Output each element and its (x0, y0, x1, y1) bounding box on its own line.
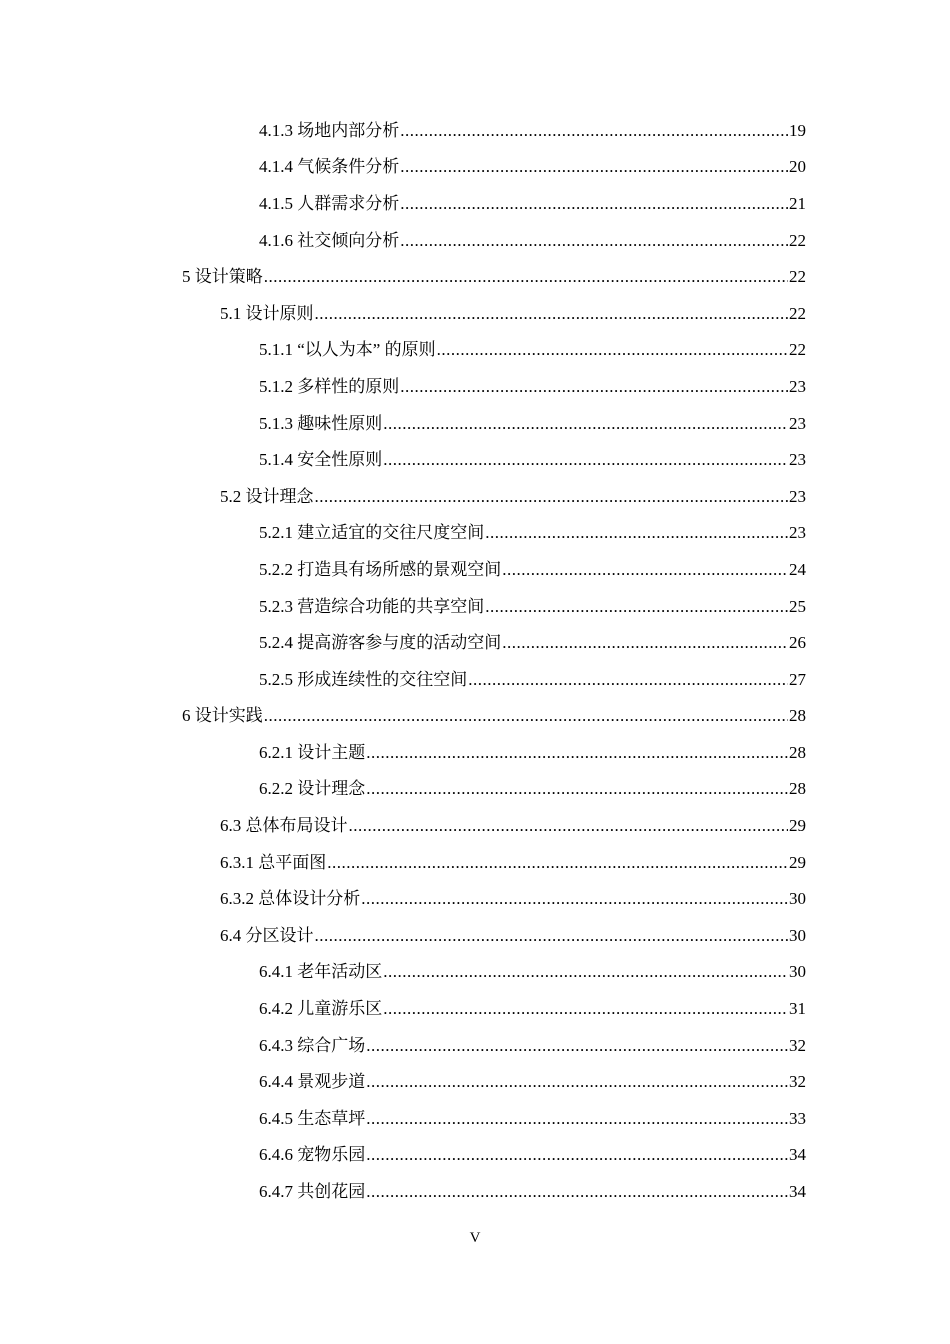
toc-entry-title: 5.1 设计原则 (220, 303, 314, 323)
toc-entry-title: 6.4.2 儿童游乐区 (259, 999, 383, 1019)
toc-dot-leader (468, 670, 788, 690)
toc-dot-leader (502, 633, 788, 653)
toc-entry-row (259, 1067, 806, 1092)
toc-entry-row (220, 921, 806, 946)
toc-entry-page: 26 (789, 633, 806, 653)
toc-entry-title: 5.2.1 建立适宜的交往尺度空间 (259, 523, 485, 543)
toc-entry-page: 29 (789, 816, 806, 836)
toc-dot-leader (264, 267, 788, 287)
toc-entry[interactable] (0, 732, 950, 769)
toc-entry[interactable] (0, 1171, 950, 1208)
toc-entry[interactable] (0, 549, 950, 586)
toc-dot-leader (366, 1036, 788, 1056)
toc-entry[interactable] (0, 586, 950, 623)
toc-dot-leader (366, 743, 788, 763)
toc-dot-leader (437, 340, 788, 360)
toc-entry-page: 30 (789, 962, 806, 982)
toc-entry-row (259, 409, 806, 434)
toc-entry[interactable] (0, 696, 950, 733)
toc-entry-page: 33 (789, 1108, 806, 1128)
toc-entry[interactable] (0, 659, 950, 696)
toc-dot-leader (327, 853, 788, 873)
toc-entry-row (259, 445, 806, 470)
toc-entry[interactable] (0, 330, 950, 367)
toc-entry-page: 25 (789, 596, 806, 616)
toc-dot-leader (366, 1072, 788, 1092)
toc-entry-title: 6.4 分区设计 (220, 925, 314, 945)
toc-dot-leader (315, 926, 789, 946)
toc-entry-row (220, 884, 806, 909)
toc-entry-row (259, 372, 806, 397)
toc-entry-page: 30 (789, 889, 806, 909)
toc-entry-title: 5.2.4 提高游客参与度的活动空间 (259, 633, 502, 653)
toc-entry-title: 4.1.6 社交倾向分析 (259, 230, 400, 250)
toc-dot-leader (383, 450, 788, 470)
toc-entry[interactable] (0, 293, 950, 330)
toc-entry-row (259, 518, 806, 543)
toc-entry-row (259, 116, 806, 141)
toc-entry-row (259, 994, 806, 1019)
toc-entry[interactable] (0, 1135, 950, 1172)
toc-entry[interactable] (0, 513, 950, 550)
toc-dot-leader (383, 962, 788, 982)
toc-entry[interactable] (0, 220, 950, 257)
toc-entry-row (259, 1177, 806, 1202)
toc-entry[interactable] (0, 915, 950, 952)
toc-entry-row (259, 628, 806, 653)
toc-entry-title: 5.1.4 安全性原则 (259, 450, 383, 470)
toc-dot-leader (502, 560, 788, 580)
toc-entry-page: 28 (789, 779, 806, 799)
toc-entry-page: 28 (789, 706, 806, 726)
toc-entry-row (182, 262, 806, 287)
toc-dot-leader (383, 999, 788, 1019)
toc-entry-page: 23 (789, 486, 806, 506)
toc-entry-page: 22 (789, 230, 806, 250)
toc-entry-row (259, 189, 806, 214)
toc-entry-page: 27 (789, 669, 806, 689)
toc-entry-row (220, 811, 806, 836)
toc-entry-row (259, 226, 806, 251)
toc-entry-title: 5.2.5 形成连续性的交往空间 (259, 669, 468, 689)
toc-dot-leader (366, 779, 788, 799)
toc-entry-page: 34 (789, 1145, 806, 1165)
toc-entry-row (259, 152, 806, 177)
toc-entry-title: 6.4.1 老年活动区 (259, 962, 383, 982)
toc-entry-page: 22 (789, 303, 806, 323)
toc-entry-title: 5.1.1 “以人为本” 的原则 (259, 340, 436, 360)
toc-entry-page: 34 (789, 1182, 806, 1202)
toc-entry-row (259, 738, 806, 763)
toc-entry[interactable] (0, 256, 950, 293)
toc-dot-leader (400, 121, 788, 141)
toc-entry-page: 23 (789, 376, 806, 396)
toc-entry-page: 22 (789, 267, 806, 287)
toc-entry-title: 5.1.3 趣味性原则 (259, 413, 383, 433)
toc-dot-leader (485, 597, 788, 617)
toc-entry-page: 32 (789, 1072, 806, 1092)
toc-entry[interactable] (0, 183, 950, 220)
toc-dot-leader (400, 377, 788, 397)
toc-entry-row (259, 335, 806, 360)
toc-entry-row (259, 1140, 806, 1165)
toc-entry[interactable] (0, 878, 950, 915)
toc-entry-row (259, 774, 806, 799)
toc-entry-page: 20 (789, 157, 806, 177)
toc-entry-title: 6.3 总体布局设计 (220, 816, 348, 836)
toc-entry[interactable] (0, 1098, 950, 1135)
toc-entry-row (220, 848, 806, 873)
toc-entry-title: 4.1.4 气候条件分析 (259, 157, 400, 177)
toc-dot-leader (366, 1109, 788, 1129)
page-number: V (469, 1230, 481, 1246)
toc-entry-title: 6.4.4 景观步道 (259, 1072, 366, 1092)
toc-dot-leader (485, 523, 788, 543)
toc-entry[interactable] (0, 1025, 950, 1062)
toc-entry-title: 6.2.2 设计理念 (259, 779, 366, 799)
toc-entry-title: 5.2.2 打造具有场所感的景观空间 (259, 559, 502, 579)
toc-entry[interactable] (0, 1061, 950, 1098)
toc-entry-title: 5.1.2 多样性的原则 (259, 376, 400, 396)
toc-entry-page: 23 (789, 413, 806, 433)
toc-entry-page: 24 (789, 559, 806, 579)
toc-entry-page: 29 (789, 852, 806, 872)
toc-entry-page: 21 (789, 193, 806, 213)
toc-dot-leader (383, 414, 788, 434)
toc-dot-leader (400, 231, 788, 251)
toc-entry[interactable] (0, 988, 950, 1025)
toc-entry-page: 23 (789, 523, 806, 543)
toc-dot-leader (315, 487, 789, 507)
toc-entry[interactable] (0, 476, 950, 513)
toc-entry-row (259, 555, 806, 580)
toc-entry-row (259, 1104, 806, 1129)
toc-entry-page: 28 (789, 742, 806, 762)
toc-entry-row (182, 701, 806, 726)
toc-entry-title: 4.1.5 人群需求分析 (259, 193, 400, 213)
toc-entry-title: 6.4.5 生态草坪 (259, 1108, 366, 1128)
toc-dot-leader (366, 1145, 788, 1165)
toc-dot-leader (361, 889, 788, 909)
toc-entry[interactable] (0, 805, 950, 842)
toc-entry-row (259, 1031, 806, 1056)
toc-entry-row (259, 592, 806, 617)
toc-dot-leader (315, 304, 789, 324)
toc-entry[interactable] (0, 403, 950, 440)
toc-entry-title: 6 设计实践 (182, 706, 263, 726)
toc-entry-title: 6.3.1 总平面图 (220, 852, 327, 872)
toc-entry-title: 6.4.3 综合广场 (259, 1035, 366, 1055)
toc-entry-page: 31 (789, 999, 806, 1019)
toc-entry[interactable] (0, 366, 950, 403)
toc-entry[interactable] (0, 439, 950, 476)
toc-entry-page: 19 (789, 120, 806, 140)
toc-entry[interactable] (0, 769, 950, 806)
toc-entry-title: 5.2.3 营造综合功能的共享空间 (259, 596, 485, 616)
toc-entry[interactable] (0, 952, 950, 989)
toc-entry-title: 6.2.1 设计主题 (259, 742, 366, 762)
toc-entry-page: 30 (789, 925, 806, 945)
table-of-contents (0, 110, 950, 1208)
toc-dot-leader (264, 706, 788, 726)
toc-entry[interactable] (0, 622, 950, 659)
toc-entry-title: 6.3.2 总体设计分析 (220, 889, 361, 909)
toc-entry-title: 5.2 设计理念 (220, 486, 314, 506)
toc-entry-row (259, 957, 806, 982)
toc-entry[interactable] (0, 110, 950, 147)
toc-dot-leader (349, 816, 789, 836)
toc-entry-page: 32 (789, 1035, 806, 1055)
toc-entry[interactable] (0, 842, 950, 879)
toc-entry-title: 5 设计策略 (182, 267, 263, 287)
toc-entry-page: 23 (789, 450, 806, 470)
toc-entry-title: 6.4.7 共创花园 (259, 1182, 366, 1202)
toc-entry-title: 4.1.3 场地内部分析 (259, 120, 400, 140)
toc-entry-row (259, 665, 806, 690)
toc-entry[interactable] (0, 147, 950, 184)
toc-dot-leader (400, 194, 788, 214)
toc-entry-row (220, 299, 806, 324)
toc-entry-page: 22 (789, 340, 806, 360)
toc-entry-title: 6.4.6 宠物乐园 (259, 1145, 366, 1165)
toc-dot-leader (366, 1182, 788, 1202)
toc-dot-leader (400, 157, 788, 177)
toc-entry-row (220, 482, 806, 507)
